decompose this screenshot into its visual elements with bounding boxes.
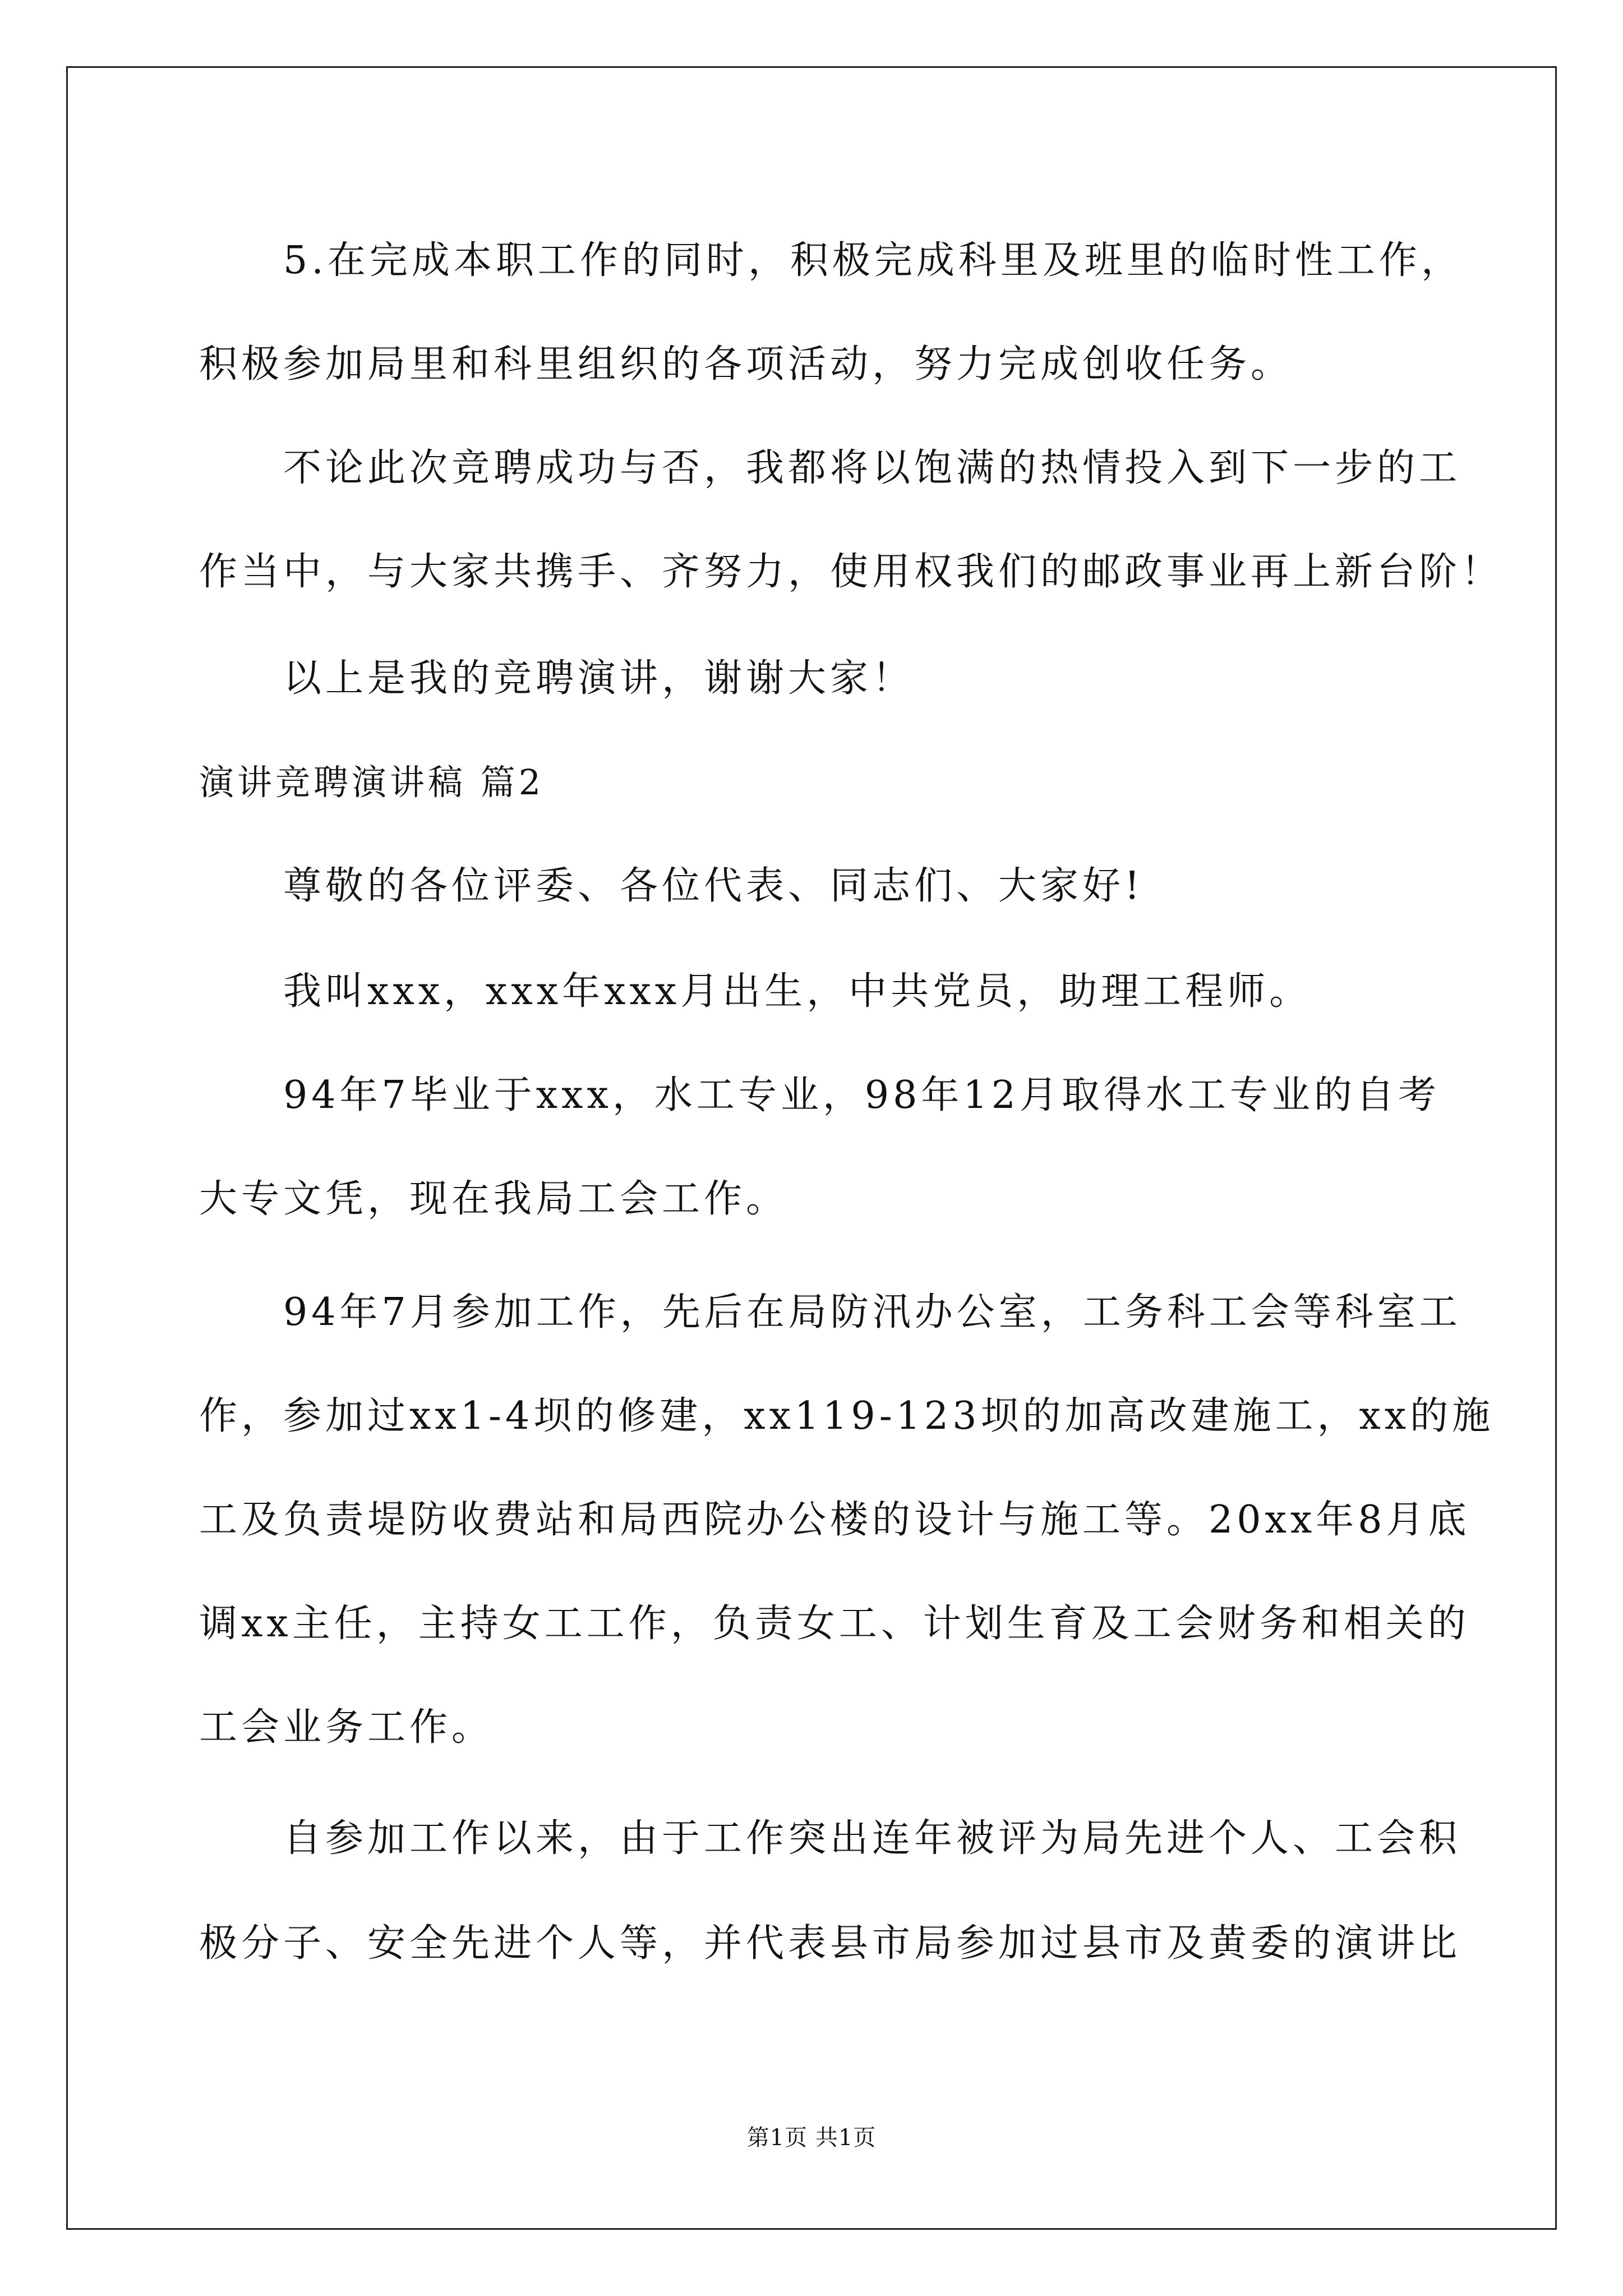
paragraph-line: 极分子、安全先进个人等，并代表县市局参加过县市及黄委的演讲比 bbox=[199, 1921, 1461, 1966]
paragraph-line: 积极参加局里和科里组织的各项活动，努力完成创收任务。 bbox=[199, 342, 1293, 386]
paragraph-line: 不论此次竞聘成功与否，我都将以饱满的热情投入到下一步的工 bbox=[283, 446, 1461, 490]
page-border bbox=[66, 66, 1557, 2230]
paragraph-line: 尊敬的各位评委、各位代表、同志们、大家好! bbox=[283, 864, 1144, 908]
page-number-footer: 第1页 共1页 bbox=[746, 2125, 877, 2151]
paragraph-line: 作，参加过xx1-4坝的修建，xx119-123坝的加高改建施工，xx的施 bbox=[199, 1394, 1495, 1438]
paragraph-line: 我叫xxx，xxx年xxx月出生，中共党员，助理工程师。 bbox=[283, 969, 1312, 1014]
paragraph-line: 工及负责堤防收费站和局西院办公楼的设计与施工等。20xx年8月底 bbox=[199, 1498, 1470, 1542]
paragraph-line: 94年7毕业于xxx，水工专业，98年12月取得水工专业的自考 bbox=[283, 1073, 1440, 1117]
paragraph-line: 94年7月参加工作，先后在局防汛办公室，工务科工会等科室工 bbox=[283, 1290, 1461, 1335]
paragraph-line: 大专文凭，现在我局工会工作。 bbox=[199, 1177, 789, 1221]
paragraph-line: 工会业务工作。 bbox=[199, 1705, 494, 1750]
paragraph-line: 5.在完成本职工作的同时，积极完成科里及班里的临时性工作， bbox=[283, 238, 1463, 283]
paragraph-line: 自参加工作以来，由于工作突出连年被评为局先进个人、工会积 bbox=[283, 1816, 1461, 1861]
section-heading: 演讲竞聘演讲稿 篇2 bbox=[199, 762, 545, 803]
paragraph-line: 作当中，与大家共携手、齐努力，使用权我们的邮政事业再上新台阶！ bbox=[199, 550, 1504, 594]
paragraph-line: 调xx主任，主持女工工作，负责女工、计划生育及工会财务和相关的 bbox=[199, 1602, 1470, 1646]
paragraph-line: 以上是我的竞聘演讲，谢谢大家！ bbox=[283, 656, 915, 701]
